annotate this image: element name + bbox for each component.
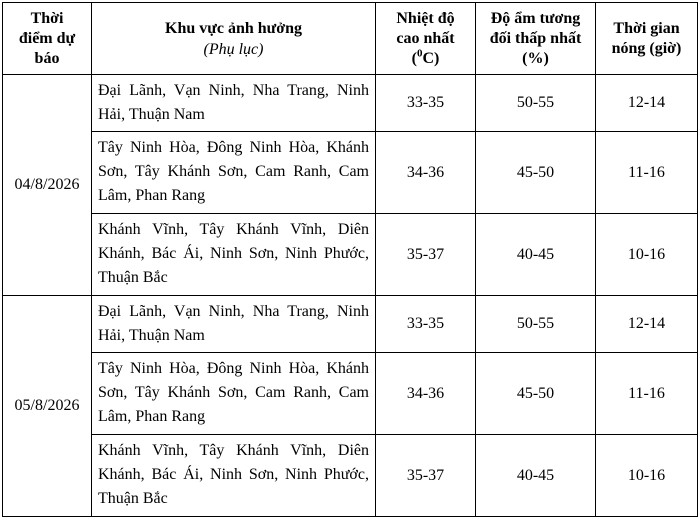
header-heat-duration: Thời gian nóng (giờ) [596,3,698,75]
table-row [3,132,698,214]
duration-cell: 10-16 [596,435,698,517]
temperature-cell: 33-35 [376,75,476,132]
header-max-temperature: Nhiệt độ cao nhất ($^0$C) [376,3,476,75]
header-min-humidity: Độ ẩm tương đối thấp nhất (%) [476,3,596,75]
duration-cell: 12-14 [596,75,698,132]
forecast-date: 04/8/2026 [3,75,92,296]
table-row [3,435,698,517]
area-cell: Tây Ninh Hòa, Đông Ninh Hòa, Khánh Sơn, Tây Khánh Sơn, Cam Ranh, Cam Lâm, Phan Rang [92,353,376,435]
table-row [3,75,698,132]
forecast-date: 05/8/2026 [3,296,92,517]
temperature-cell: 34-36 [376,353,476,435]
table-row [3,353,698,435]
heat-forecast-table [2,2,698,517]
header-row [3,3,698,75]
humidity-cell: 45-50 [476,353,596,435]
temperature-cell: 34-36 [376,132,476,214]
table-row [3,296,698,353]
humidity-cell: 50-55 [476,75,596,132]
temperature-cell: 35-37 [376,214,476,296]
header-affected-area: Khu vực ảnh hưởng (Phụ lục) [92,3,376,75]
temperature-cell: 33-35 [376,296,476,353]
temperature-cell: 35-37 [376,435,476,517]
area-cell: Đại Lãnh, Vạn Ninh, Nha Trang, Ninh Hải, Thuận Nam [92,296,376,353]
area-cell: Tây Ninh Hòa, Đông Ninh Hòa, Khánh Sơn, Tây Khánh Sơn, Cam Ranh, Cam Lâm, Phan Rang [92,132,376,214]
humidity-cell: 50-55 [476,296,596,353]
humidity-cell: 45-50 [476,132,596,214]
area-cell: Khánh Vĩnh, Tây Khánh Vĩnh, Diên Khánh, Bác Ái, Ninh Sơn, Ninh Phước, Thuận Bắc [92,435,376,517]
humidity-cell: 40-45 [476,435,596,517]
header-forecast-time: Thời điểm dự báo [3,3,92,75]
area-cell: Khánh Vĩnh, Tây Khánh Vĩnh, Diên Khánh, Bác Ái, Ninh Sơn, Ninh Phước, Thuận Bắc [92,214,376,296]
duration-cell: 11-16 [596,353,698,435]
duration-cell: 11-16 [596,132,698,214]
area-cell: Đại Lãnh, Vạn Ninh, Nha Trang, Ninh Hải, Thuận Nam [92,75,376,132]
duration-cell: 10-16 [596,214,698,296]
humidity-cell: 40-45 [476,214,596,296]
table-row [3,214,698,296]
duration-cell: 12-14 [596,296,698,353]
